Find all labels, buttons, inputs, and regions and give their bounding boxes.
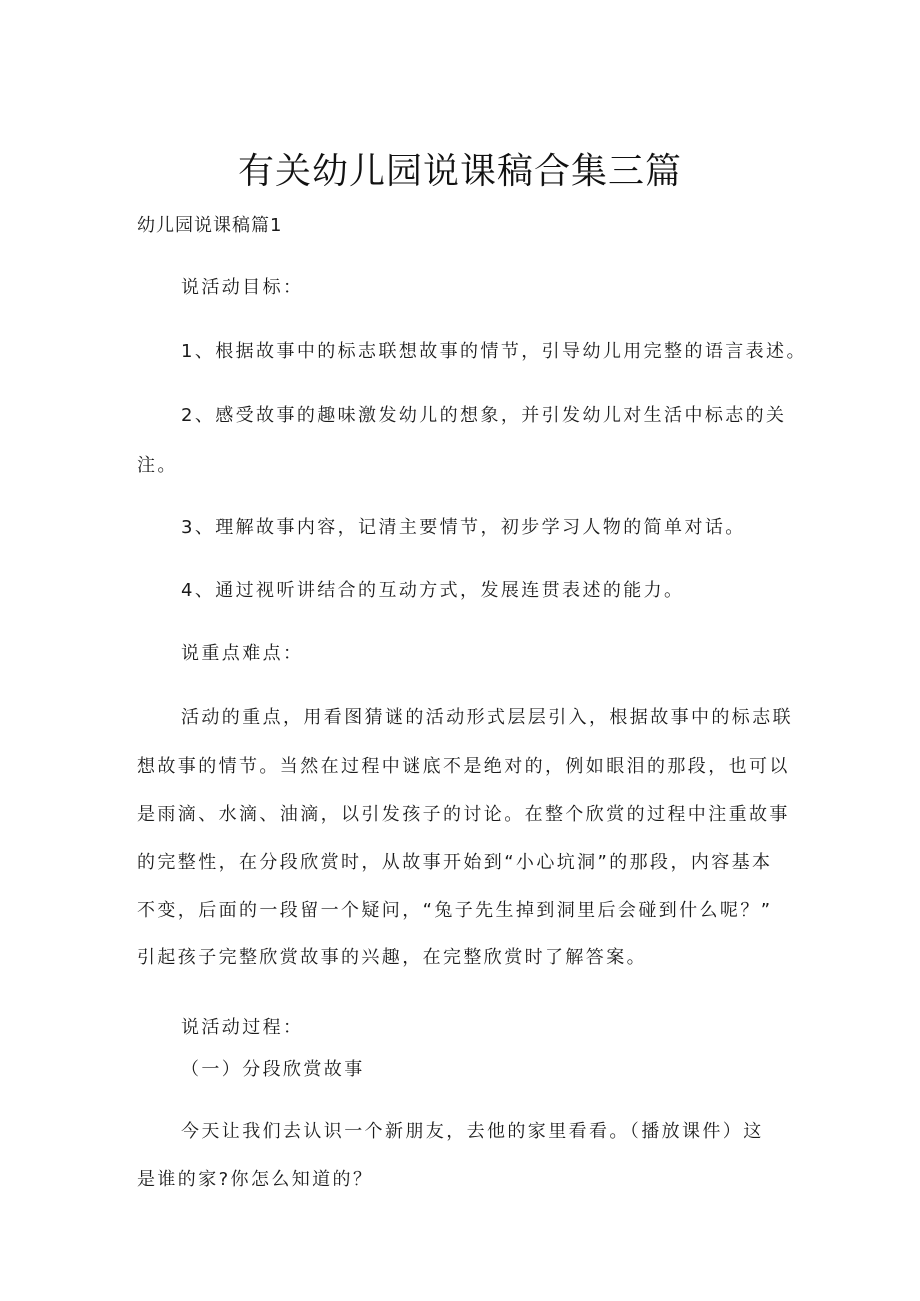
paragraph-line: 活动的重点，用看图猜谜的活动形式层层引入，根据故事中的标志联 bbox=[181, 707, 793, 728]
goal-item-2: 2、感受故事的趣味激发幼儿的想象，并引发幼儿对生活中标志的关 bbox=[181, 405, 787, 426]
heading-activity-goals: 说活动目标： bbox=[181, 277, 304, 298]
paragraph-line: 的完整性，在分段欣赏时，从故事开始到“小心坑洞”的那段，内容基本 bbox=[137, 852, 773, 873]
paragraph-line: 今天让我们去认识一个新朋友，去他的家里看看。（播放课件）这 bbox=[181, 1121, 764, 1142]
goal-item-1: 1、根据故事中的标志联想故事的情节，引导幼儿用完整的语言表述。 bbox=[181, 341, 807, 362]
document-title: 有关幼儿园说课稿合集三篇 bbox=[237, 151, 682, 192]
heading-activity-process: 说活动过程： bbox=[181, 1017, 304, 1038]
goal-item-3: 3、理解故事内容，记清主要情节，初步学习人物的简单对话。 bbox=[181, 517, 746, 538]
goal-item-4: 4、通过视听讲结合的互动方式，发展连贯表述的能力。 bbox=[181, 580, 685, 601]
paragraph-line: 是雨滴、水滴、油滴，以引发孩子的讨论。在整个欣赏的过程中注重故事 bbox=[137, 804, 790, 825]
subheading-part-one: （一）分段欣赏故事 bbox=[181, 1059, 365, 1080]
goal-item-2-continued: 注。 bbox=[137, 455, 178, 476]
paragraph-line: 引起孩子完整欣赏故事的兴趣，在完整欣赏时了解答案。 bbox=[137, 947, 647, 968]
paragraph-line: 不变，后面的一段留一个疑问，“兔子先生掉到洞里后会碰到什么呢？” bbox=[137, 900, 773, 921]
paragraph-line: 是谁的家?你怎么知道的？ bbox=[137, 1169, 374, 1190]
section-heading: 幼儿园说课稿篇1 bbox=[137, 215, 283, 236]
heading-key-points: 说重点难点： bbox=[181, 643, 304, 664]
paragraph-line: 想故事的情节。当然在过程中谜底不是绝对的，例如眼泪的那段，也可以 bbox=[137, 756, 790, 777]
